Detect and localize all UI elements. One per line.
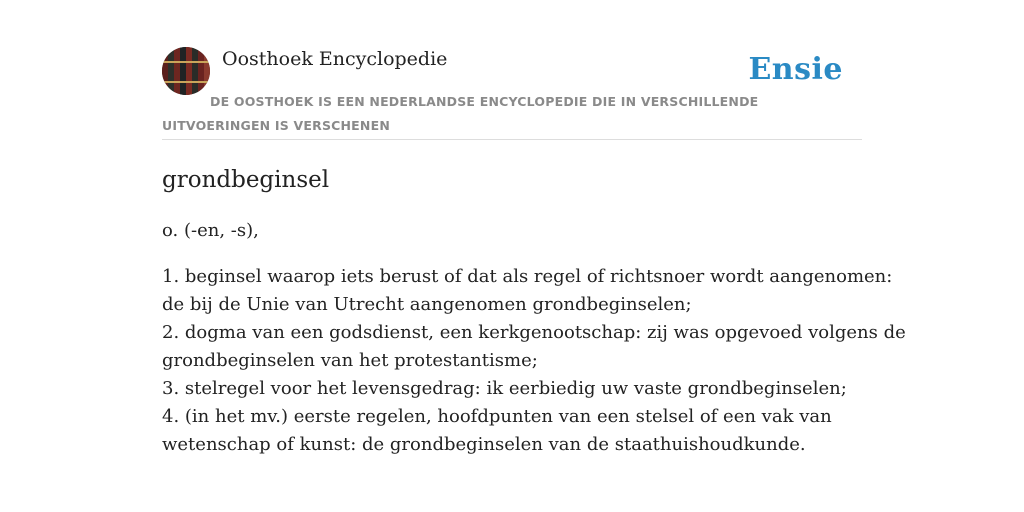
definition-line: 1. beginsel waarop iets berust of dat als regel of richtsnoer wordt aangenomen: (162, 266, 893, 287)
entry-card (162, 46, 906, 455)
entry-term: grondbeginsel (162, 167, 330, 193)
definition-line: 3. stelregel voor het levensgedrag: ik eerbiedig uw vaste grondbeginselen; (162, 378, 847, 399)
definition-line: 4. (in het mv.) eerste regelen, hoofdpunten van een stelsel of een vak van (162, 406, 832, 427)
entry-grammar: o. (-en, -s), (162, 220, 259, 241)
definition-line: wetenschap of kunst: de grondbeginselen van de staathuishoudkunde. (162, 434, 806, 455)
header (162, 46, 862, 140)
site-name[interactable]: Oosthoek Encyclopedie (222, 48, 448, 70)
brand-logo[interactable]: Ensie (748, 52, 843, 87)
encyclopedia-books-icon[interactable] (162, 47, 210, 95)
definition-line: de bij de Unie van Utrecht aangenomen grondbeginselen; (162, 294, 692, 315)
entry-definition (162, 263, 906, 459)
definition-line: grondbeginselen van het protestantisme; (162, 350, 538, 371)
site-tagline: DE OOSTHOEK IS EEN NEDERLANDSE ENCYCLOPEDIE DIE IN VERSCHILLENDE UITVOERINGEN IS VERSCHENEN (162, 94, 759, 133)
definition-line: 2. dogma van een godsdienst, een kerkgenootschap: zij was opgevoed volgens de (162, 322, 906, 343)
